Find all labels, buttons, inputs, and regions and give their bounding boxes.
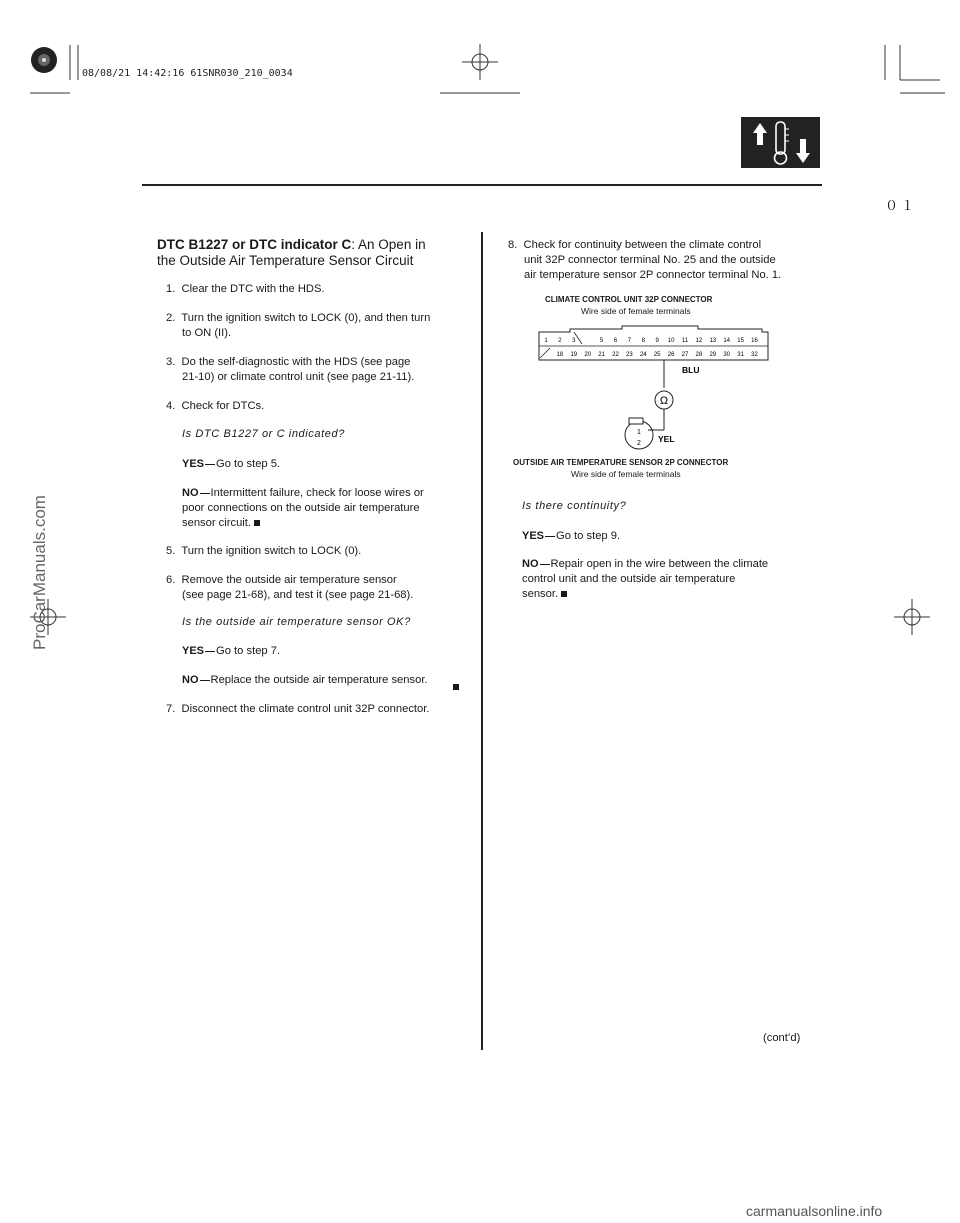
connector1-title: CLIMATE CONTROL UNIT 32P CONNECTOR (545, 295, 713, 304)
row1-pin-7: 7 (627, 338, 632, 344)
row2-pin-27: 27 (681, 352, 689, 358)
step-2: 2. Turn the ignition switch to LOCK (0), and then turn (166, 312, 431, 324)
step-7: 7. Disconnect the climate control unit 32P connector. (166, 703, 430, 715)
row1-pin-8: 8 (641, 338, 645, 344)
q1-yes-text: Go to step 5. (216, 458, 281, 470)
q2-yes (182, 644, 280, 660)
row1-pin-16: 16 (751, 338, 758, 344)
no-label: NO (182, 674, 199, 686)
row1-pin-12: 12 (695, 338, 703, 344)
q1-no-l3: sensor circuit. (182, 516, 260, 532)
row1-pin-3: 3 (572, 338, 576, 344)
row2-pin-29: 29 (709, 352, 717, 358)
print-stamp: 08/08/21 14:42:16 61SNR030_210_0034 (82, 68, 293, 79)
question-2: Is the outside air temperature sensor OK? (182, 616, 411, 628)
q3-no-l3: sensor. (522, 587, 567, 603)
connector2-title: OUTSIDE AIR TEMPERATURE SENSOR 2P CONNECTOR (513, 458, 729, 467)
step-3: 3. Do the self-diagnostic with the HDS (see page (166, 356, 411, 368)
side-watermark: ProCarManuals.com (30, 495, 49, 650)
step-2-cont: to ON (II). (182, 327, 232, 339)
step-8-l2: unit 32P connector terminal No. 25 and the outside (524, 254, 776, 266)
row2-pin-26: 26 (667, 352, 675, 358)
row2-pin-23: 23 (626, 352, 633, 358)
continued-note: (cont’d) (763, 1032, 801, 1044)
question-1: Is DTC B1227 or C indicated? (182, 428, 345, 440)
row2-pin-28: 28 (695, 352, 703, 358)
end-mark-icon (561, 591, 567, 597)
yes-label: YES (182, 645, 205, 657)
row1-pin-15: 15 (737, 338, 744, 344)
row1-pin-1: 1 (544, 338, 548, 344)
step-1: 1. Clear the DTC with the HDS. (166, 283, 325, 295)
step-4: 4. Check for DTCs. (166, 400, 265, 412)
row1-pin-13: 13 (709, 338, 717, 344)
dtc-code-title: DTC B1227 or DTC indicator C (157, 237, 352, 252)
row1-pin-5: 5 (599, 338, 604, 344)
end-mark-icon (453, 677, 459, 695)
q2-no-text: Replace the outside air temperature sensor. (210, 674, 428, 686)
footer-watermark: carmanualsonline.info (746, 1203, 883, 1219)
section-title-line2: the Outside Air Temperature Sensor Circuit (157, 253, 414, 268)
q3-yes-text: Go to step 9. (556, 530, 621, 542)
q3-no (522, 557, 768, 573)
wiring-diagram (530, 318, 780, 478)
q3-no-text: Repair open in the wire between the climate (550, 558, 769, 570)
section-title (157, 236, 426, 253)
q2-yes-text: Go to step 7. (216, 645, 281, 657)
no-label: NO (182, 487, 199, 499)
row2-pin-24: 24 (639, 352, 647, 358)
wire-color-blu: BLU (682, 365, 700, 375)
row1-pin-6: 6 (613, 338, 618, 344)
q1-no-text: Intermittent failure, check for loose wires or (210, 487, 424, 499)
wire-color-yel: YEL (658, 434, 675, 444)
row2-pin-21: 21 (598, 352, 605, 358)
row2-pin-18: 18 (556, 352, 564, 358)
step-5: 5. Turn the ignition switch to LOCK (0). (166, 545, 362, 557)
row1-pin-10: 10 (667, 338, 675, 344)
empty-cavity-mark (540, 348, 550, 358)
title-rest: : An Open in (351, 237, 426, 252)
row2-pin-20: 20 (584, 352, 592, 358)
row2-pin-22: 22 (612, 352, 619, 358)
sensor-pin-1: 1 (637, 429, 641, 436)
header-rule (142, 184, 822, 186)
step-3-cont: 21-10) or climate control unit (see page 21-11). (182, 371, 415, 383)
connector2-subtitle: Wire side of female terminals (571, 469, 681, 479)
question-3: Is there continuity? (522, 500, 627, 512)
step-6-cont: (see page 21-68), and test it (see page 21-68). (182, 589, 414, 601)
row1-pin-9: 9 (655, 338, 659, 344)
connector1-subtitle: Wire side of female terminals (581, 306, 691, 316)
page-marker: ０１ (885, 198, 918, 213)
no-label: NO (522, 558, 539, 570)
step-6: 6. Remove the outside air temperature sensor (166, 574, 397, 586)
temperature-sensor-icon (741, 117, 820, 168)
yes-label: YES (522, 530, 545, 542)
q3-yes (522, 529, 620, 545)
row2-pin-32: 32 (751, 352, 758, 358)
row1-pin-2: 2 (558, 338, 562, 344)
row2-pin-25: 25 (653, 352, 661, 358)
step-8-l3: air temperature sensor 2P connector terminal No. 1. (524, 269, 782, 281)
q3-no-l2: control unit and the outside air temperature (522, 573, 736, 585)
q1-no-l2: poor connections on the outside air temperature (182, 502, 420, 514)
q1-no (182, 486, 424, 502)
sensor-pin-2: 2 (637, 440, 641, 447)
row1-pin-14: 14 (723, 338, 731, 344)
row2-pin-19: 19 (570, 352, 578, 358)
q1-yes (182, 457, 280, 473)
row2-pin-30: 30 (723, 352, 731, 358)
row2-pin-31: 31 (737, 352, 744, 358)
ohm-symbol: Ω (659, 395, 669, 407)
q2-no (182, 673, 428, 689)
column-divider (481, 232, 483, 1050)
step-8: 8. Check for continuity between the climate control (508, 239, 762, 251)
row1-pin-11: 11 (681, 338, 689, 344)
yes-label: YES (182, 458, 205, 470)
end-mark-icon (254, 520, 260, 526)
